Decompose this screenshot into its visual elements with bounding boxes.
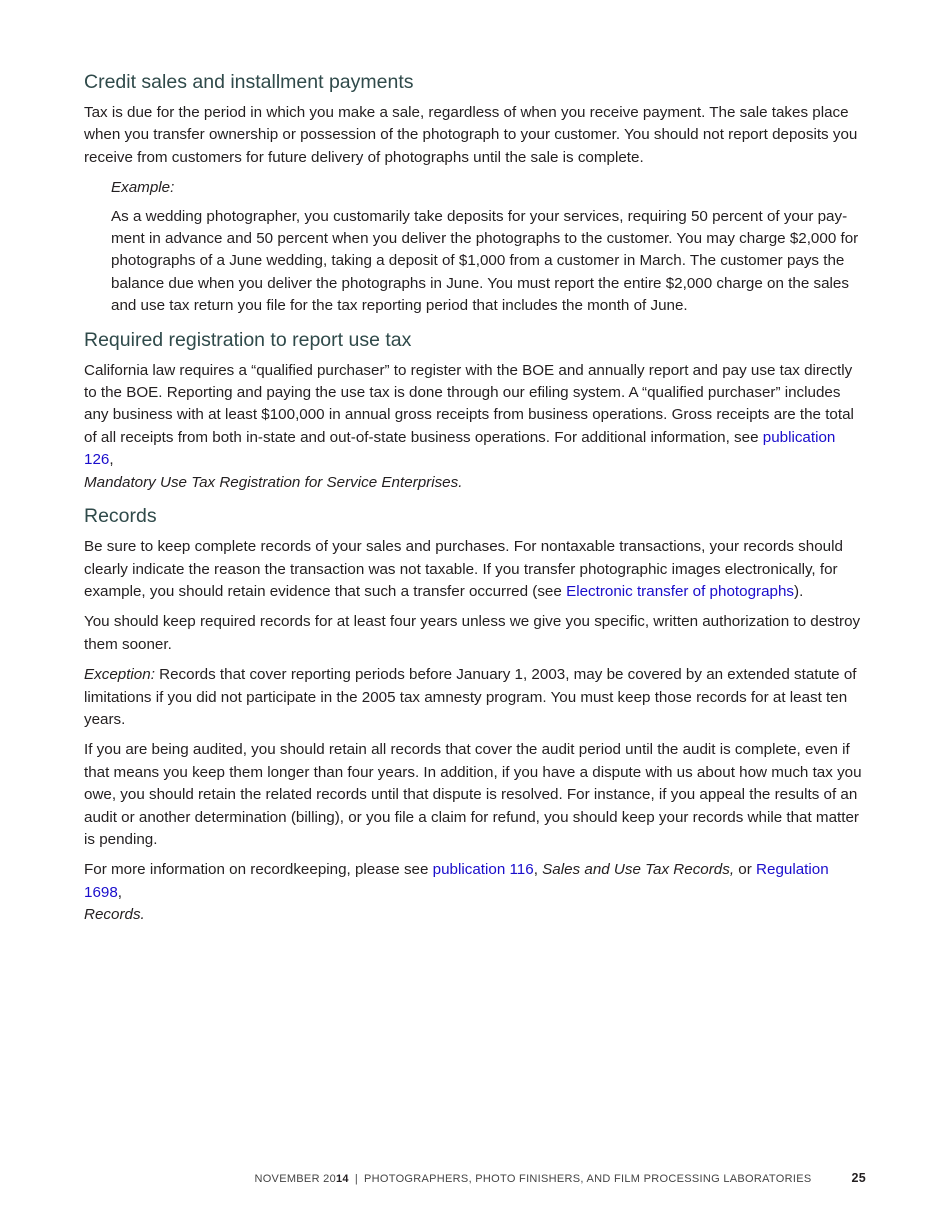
- page-content: [84, 68, 866, 935]
- registration-section: [84, 326, 866, 494]
- records-p5-comma1: ,: [533, 861, 543, 879]
- registration-pub-title: Mandatory Use Tax Registration for Service Enterprises.: [84, 473, 463, 491]
- example-label: Example:: [111, 179, 175, 197]
- electronic-transfer-link[interactable]: Electronic transfer of photographs: [566, 582, 795, 600]
- records-p5-or: or: [734, 861, 757, 879]
- regulation-1698-link[interactable]: Regulation 1698: [84, 861, 829, 901]
- exception-text: Records that cover reporting periods before January 1, 2003, may be covered by an extended statute of limitations if you did not participate in the 2005 tax amnesty program. You must keep those records for at least ten years.: [84, 666, 857, 728]
- footer-title: PHOTOGRAPHERS, PHOTO FINISHERS, AND FILM PROCESSING LABORATORIES: [364, 1173, 812, 1185]
- registration-text: California law requires a “qualified purchaser” to register with the BOE and annually report and pay use tax directly to the BOE. Reporting and paying the use tax is done through our efiling system. A “qualified purchaser” includes any business with at least $100,000 in annual gross receipts from business operations. Gross receipts are the total of all receipts from both in-state and out-of-state business operations. For additional information, see: [84, 361, 854, 446]
- records-p5-comma2: ,: [117, 883, 123, 901]
- publication-116-title: Sales and Use Tax Records,: [542, 861, 735, 879]
- footer-separator: |: [354, 1173, 359, 1185]
- records-paragraph-5: [84, 859, 866, 926]
- footer-date-year: 14: [336, 1173, 349, 1185]
- registration-comma: ,: [109, 451, 114, 469]
- regulation-1698-title: Records.: [84, 906, 145, 924]
- records-section: [84, 502, 866, 927]
- publication-116-link[interactable]: publication 116: [432, 861, 534, 879]
- records-p1-end: ).: [794, 582, 804, 600]
- page-footer: [0, 1171, 866, 1185]
- registration-heading: Required registration to report use tax: [84, 328, 412, 351]
- footer-date-prefix: NOVEMBER 20: [254, 1173, 336, 1185]
- records-p1-text: Be sure to keep complete records of your sales and purchases. For nontaxable transactions, your records should clearly indicate the reason the transaction was not taxable. If you transfer photographic images electronically, for example, you should retain evidence that such a transfer occurred (see: [84, 538, 843, 600]
- footer-date: [254, 1173, 348, 1185]
- example-paragraph: As a wedding photographer, you customarily take deposits for your services, requiring 50 percent of your pay-ment in advance and 50 percent when you deliver the photographs to the customer. You may charge $2,000 for photographs of a June wedding, taking a deposit of $1,000 from a customer in March. The customer pays the balance due when you deliver the photographs in June. You must report the entire $2,000 charge on the sales and use tax return you file for the tax reporting period that includes the month of June.: [111, 207, 859, 315]
- records-heading: Records: [84, 505, 157, 528]
- page-number: 25: [851, 1171, 866, 1185]
- records-paragraph-4: If you are being audited, you should retain all records that cover the audit period until the audit is complete, even if that means you keep them longer than four years. In addition, if you have a dispute with us about how much tax you owe, you should retain the related records until that dispute is resolved. For instance, if you appeal the results of an audit or another determination (billing), or you file a claim for refund, you should keep your records while that matter is pending.: [84, 741, 862, 848]
- records-p5-text: For more information on recordkeeping, please see: [84, 861, 433, 879]
- registration-paragraph: [84, 360, 866, 494]
- records-paragraph-3: [84, 664, 866, 731]
- credit-heading: Credit sales and installment payments: [84, 71, 414, 93]
- records-paragraph-1: [84, 536, 866, 603]
- publication-126-link[interactable]: publication 126: [84, 428, 836, 469]
- credit-section: [84, 68, 866, 318]
- exception-label: Exception:: [84, 666, 155, 684]
- records-paragraph-2: You should keep required records for at least four years unless we give you specific, written authorization to destroy them sooner.: [84, 613, 861, 653]
- credit-paragraph: Tax is due for the period in which you make a sale, regardless of when you receive payment. The sale takes place when you transfer ownership or possession of the photograph to your customer. You should not report deposits you receive from customers for future delivery of photographs until the sale is complete.: [84, 104, 858, 166]
